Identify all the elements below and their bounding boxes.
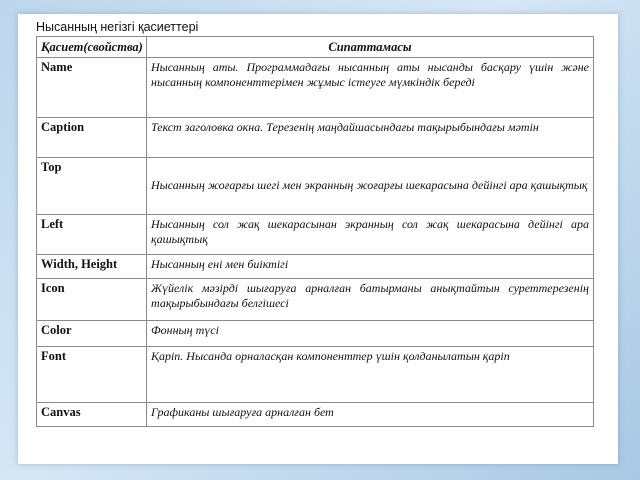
table-row [37, 279, 594, 321]
table-row [37, 347, 594, 403]
property-name: Font [37, 347, 147, 403]
property-description: Нысанның сол жақ шекарасынан экранның сол жақ шекарасына дейінгі ара қашықтық [147, 215, 594, 255]
table-row [37, 403, 594, 427]
property-name: Color [37, 321, 147, 347]
table-row [37, 321, 594, 347]
property-name: Canvas [37, 403, 147, 427]
table-row [37, 158, 594, 215]
document-title: Нысанның негізгі қасиеттері [36, 20, 199, 34]
property-description: Нысанның жоғарғы шегі мен экранның жоғарғы шекарасына дейінгі ара қашықтық [147, 158, 594, 215]
properties-table [36, 36, 594, 427]
property-description: Жүйелік мәзірді шығаруға арналған батырманы анықтайтын суреттерезенің тақырыбындағы белгішесі [147, 279, 594, 321]
property-name: Caption [37, 118, 147, 158]
header-property: Қасиет(свойства) [37, 37, 147, 58]
property-description: Графиканы шығаруға арналған бет [147, 403, 594, 427]
property-description: Нысанның ені мен биіктігі [147, 255, 594, 279]
property-name: Icon [37, 279, 147, 321]
property-description: Текст заголовка окна. Терезенің маңдайшасындағы тақырыбындағы мәтін [147, 118, 594, 158]
table-row [37, 215, 594, 255]
property-name: Width, Height [37, 255, 147, 279]
property-name: Top [37, 158, 147, 215]
property-name: Left [37, 215, 147, 255]
property-description: Қаріп. Нысанда орналасқан компоненттер үшін қолданылатын қаріп [147, 347, 594, 403]
table-row [37, 118, 594, 158]
header-description: Сипаттамасы [147, 37, 594, 58]
table-row [37, 58, 594, 118]
table-header-row [37, 37, 594, 58]
property-description: Фонның түсі [147, 321, 594, 347]
property-name: Name [37, 58, 147, 118]
property-description: Нысанның аты. Программадағы нысанның аты нысанды басқару үшін және нысанның компоненттерімен жұмыс істеуге мүмкіндік береді [147, 58, 594, 118]
table-row [37, 255, 594, 279]
